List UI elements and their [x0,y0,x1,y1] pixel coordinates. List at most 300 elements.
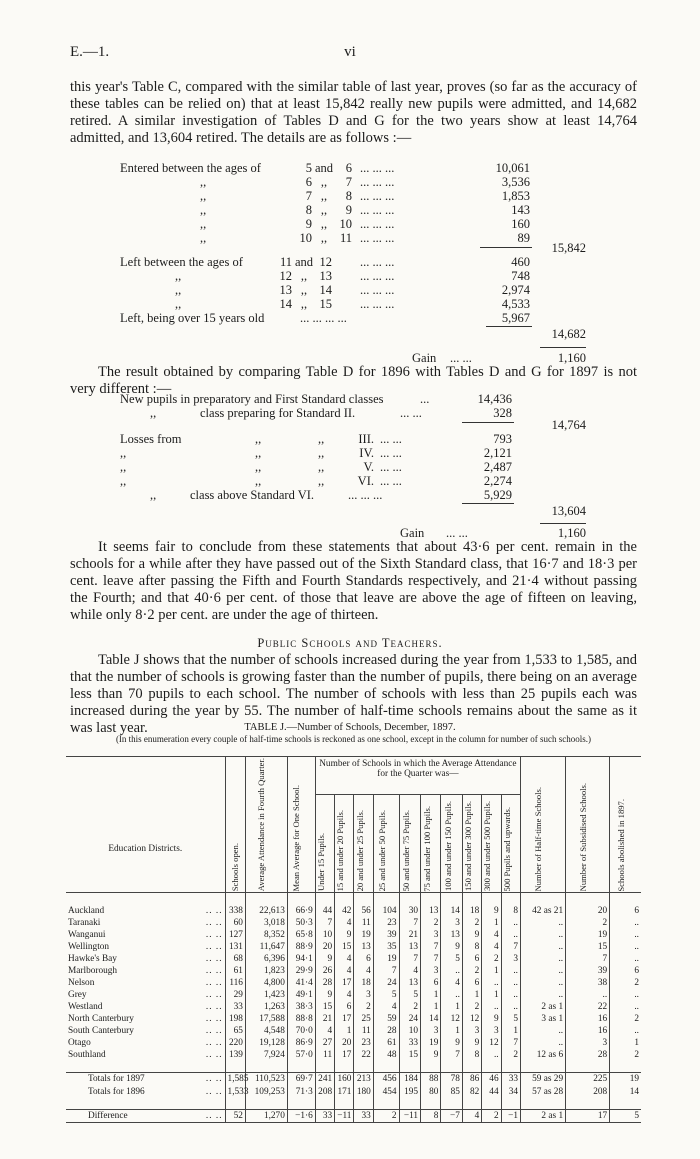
gain-value: 1,160 [557,526,586,540]
attendance-range-cell: .. [501,1001,520,1013]
attendance-range-cell: 13 [441,929,462,941]
mean-average-cell: 49·1 [287,989,315,1001]
attendance-range-cell: 8 [501,905,520,917]
attendance-range-cell: 7 [421,941,441,953]
subsidised-cell: 39 [566,965,610,977]
attendance-cell: 19,128 [245,1037,287,1049]
entered-value: 143 [511,203,530,217]
attendance-range-cell: 2 [462,917,481,929]
column-header-under-15: Under 15 Pupils. [315,795,334,893]
schools-open-cell: 116 [225,977,245,989]
over-15-label: Left, being over 15 years old [120,311,265,325]
age-to: 7 [345,175,352,189]
spacer-cell [441,1098,462,1110]
spacer-cell [315,893,334,905]
attendance-range-cell: 104 [373,905,399,917]
table-row [66,953,641,965]
attendance-range-cell: 1 [462,989,481,1001]
subsidised-cell: 22 [566,1001,610,1013]
attendance-range-cell: 7 [373,965,399,977]
schools-open-cell: 131 [225,941,245,953]
attendance-range-cell: 4 [335,989,354,1001]
standard-number: IV. [359,446,374,460]
attendance-range-cell: 56 [354,905,373,917]
dot-leaders: ... ... ... [360,255,395,269]
attendance-range-cell: 3 [421,929,441,941]
attendance-range-cell: 7 [399,917,420,929]
attendance-range-cell: 3 [482,1025,501,1037]
attendance-range-cell: 9 [482,1013,501,1025]
attendance-range-cell: 1 [482,989,501,1001]
attendance-range-cell: 88 [421,1073,441,1086]
attendance-range-cell: 13 [421,905,441,917]
spacer-cell [180,1061,225,1073]
standard-2-value: 328 [493,406,512,420]
totals-row [66,1073,641,1086]
ditto-mark: ,, [255,446,262,460]
attendance-range-cell: 180 [354,1085,373,1098]
table-row [66,977,641,989]
attendance-range-cell: 78 [441,1073,462,1086]
attendance-range-cell: 3 [441,917,462,929]
attendance-range-cell: 4 [315,1025,334,1037]
table-row [66,965,641,977]
half-time-cell: .. [520,941,565,953]
schools-open-cell: 29 [225,989,245,1001]
schools-open-cell: 1,533 [225,1085,245,1098]
district-name: Marlborough [68,965,118,976]
mean-average-cell: 50·3 [287,917,315,929]
attendance-range-cell: 6 [462,953,481,965]
attendance-cell: 109,253 [245,1085,287,1098]
schools-open-cell: 139 [225,1049,245,1061]
column-header-schools-open: Schools open. [225,757,245,893]
subsidised-cell: 28 [566,1049,610,1061]
entered-label: Entered between the ages of [120,161,261,175]
attendance-range-cell: 3 [421,965,441,977]
half-time-cell: .. [520,953,565,965]
spacer-cell [373,1061,399,1073]
attendance-range-cell: 14 [421,1013,441,1025]
attendance-range-cell: 456 [373,1073,399,1086]
attendance-range-cell: 1 [335,1025,354,1037]
table-note: (In this enumeration every couple of half-time schools is reckoned as one school, except in the column for number of such schools.) [115,734,592,744]
attendance-range-cell: 2 [421,917,441,929]
attendance-range-cell: 27 [315,1037,334,1049]
spacer-row [66,1098,641,1110]
attendance-range-cell: 11 [315,1049,334,1061]
table-row [66,929,641,941]
abolished-cell: 1 [610,1037,641,1049]
attendance-range-cell: 7 [441,1049,462,1061]
spacer-cell [421,893,441,905]
schools-open-cell: 61 [225,965,245,977]
attendance-range-cell: 6 [421,977,441,989]
column-header-100-150: 100 and under 150 Pupils. [441,795,462,893]
district-name: Difference [66,1110,180,1123]
dot-leaders: .. .. [205,1013,223,1024]
age-and: ,, [320,231,328,245]
spacer-cell [462,1061,481,1073]
ditto-mark: ,, [150,488,157,502]
attendance-range-cell: 42 [335,905,354,917]
district-name: Wanganui [68,929,106,940]
mean-average-cell: 57·0 [287,1049,315,1061]
entered-total: 15,842 [551,241,586,255]
dot-leaders: ... ... [400,406,422,420]
spacer-cell [520,1061,565,1073]
age-to: 12 [319,255,332,269]
district-name: Southland [68,1049,106,1060]
dot-leaders: .. .. [205,1086,223,1097]
spacer-cell [180,893,225,905]
standard-number: VI. [357,474,374,488]
schools-open-cell: 68 [225,953,245,965]
table-paragraph: Table J shows that the number of schools increased during the year from 1,533 to 1,585, and that the number of schools is growing faster than the number of pupils, there being on an average less than 70 pupils to each school. The number of schools with less than 25 pupils each was increased during the year by 55. The number of half-time schools remains about the same as it was last year. [70,652,637,736]
age-from: 5 [305,161,312,175]
age-from: 9 [305,217,312,231]
spacer-cell [335,1061,354,1073]
attendance-range-cell: 33 [354,1110,373,1123]
district-name: Otago [68,1037,91,1048]
attendance-range-cell: .. [501,977,520,989]
attendance-range-cell: 33 [501,1073,520,1086]
age-from: 10 [299,231,312,245]
schools-open-cell: 33 [225,1001,245,1013]
age-from: 7 [305,189,312,203]
schools-open-cell: 65 [225,1025,245,1037]
spacer-cell [335,1098,354,1110]
attendance-range-cell: 2 [462,1001,481,1013]
district-name: Totals for 1897 [66,1073,180,1086]
spacer-cell [610,893,641,905]
district-name: Hawke's Bay [68,953,117,964]
column-header-half-time: Number of Half-time Schools. [520,757,565,893]
table-row [66,905,641,917]
attendance-range-cell: 19 [354,929,373,941]
spacer-row [66,893,641,905]
table-row [66,1013,641,1025]
spacer-cell [462,893,481,905]
abolished-cell: .. [610,929,641,941]
mean-average-cell: 41·4 [287,977,315,989]
spacer-cell [482,893,501,905]
attendance-cell: 1,823 [245,965,287,977]
attendance-range-cell: 4 [399,965,420,977]
age-and: ,, [320,175,328,189]
attendance-range-cell: 39 [373,929,399,941]
attendance-cell: 8,352 [245,929,287,941]
attendance-range-cell: 26 [315,965,334,977]
standard-number: V. [363,460,374,474]
attendance-range-cell: 6 [354,953,373,965]
attendance-range-cell: 7 [501,1037,520,1049]
attendance-range-cell: 10 [315,929,334,941]
table-row [66,941,641,953]
entered-label [120,203,295,217]
above-standard-6-value: 5,929 [483,488,512,502]
ditto-mark: ,, [150,406,157,420]
spacer-cell [354,1061,373,1073]
spacer-cell [287,893,315,905]
left-value: 460 [511,255,530,269]
column-header-75-100: 75 and under 100 Pupils. [421,795,441,893]
attendance-range-cell: 1 [482,917,501,929]
attendance-range-cell: 12 [462,1013,481,1025]
loss-value: 2,487 [483,460,512,474]
spacer-cell [245,1061,287,1073]
column-header-20-25: 20 and under 25 Pupils. [354,795,373,893]
column-header-district: Education Districts. [66,757,225,893]
district-name: Auckland [68,905,105,916]
attendance-range-cell: 4 [373,1001,399,1013]
attendance-range-cell: 14 [441,905,462,917]
attendance-cell: 4,800 [245,977,287,989]
left-value: 748 [511,269,530,283]
dot-leaders: ... ... ... [360,203,395,217]
new-pupils-value: 14,436 [477,392,512,406]
table-row [66,989,641,1001]
spacer-cell [520,893,565,905]
half-time-cell: 3 as 1 [520,1013,565,1025]
attendance-range-cell: −7 [441,1110,462,1123]
schools-table [66,756,641,1123]
column-header-mean-average: Mean Average for One School. [287,757,315,893]
attendance-range-cell: 7 [315,917,334,929]
spacer-cell [441,893,462,905]
attendance-range-cell: 8 [421,1110,441,1123]
column-header-25-50: 25 and under 50 Pupils. [373,795,399,893]
attendance-range-cell: 28 [373,1025,399,1037]
abolished-cell: .. [610,1025,641,1037]
left-label [120,283,295,297]
spacer-cell [501,1061,520,1073]
loss-value: 793 [493,432,512,446]
attendance-range-cell: 4 [335,953,354,965]
district-name: Taranaki [68,917,101,928]
spacer-cell [501,893,520,905]
attendance-cell: 11,647 [245,941,287,953]
age-to: 6 [345,161,352,175]
attendance-range-cell: 86 [462,1073,481,1086]
loss-value: 2,121 [483,446,512,460]
entered-value: 3,536 [501,175,530,189]
ditto-mark: ,, [200,189,207,203]
new-total: 14,764 [551,418,586,432]
attendance-range-cell: 17 [335,977,354,989]
totals-row [66,1085,641,1098]
spacer-cell [180,1098,225,1110]
attendance-range-cell: 1 [501,1025,520,1037]
subsidised-cell: .. [566,989,610,1001]
attendance-range-cell: 9 [421,1049,441,1061]
left-total: 14,682 [551,327,586,341]
conclusion-paragraph: It seems fair to conclude from these statements that about 43·6 per cent. remain in the schools for a while after they have passed out of the Sixth Standard class, that 16·7 and 18·3 per cent. leave after passing the Fifth and Fourth Standards respectively, and 21·4 without passing the Fourth; and that 40·6 per cent. of those that leave are above the age of fifteen on leaving, while only 8·2 per cent. are under the age of thirteen. [70,539,637,623]
age-to: 9 [345,203,352,217]
attendance-cell: 1,263 [245,1001,287,1013]
attendance-range-cell: 11 [354,917,373,929]
intro-paragraph: this year's Table C, compared with the similar table of last year, proves (so far as the accuracy of these tables can be relied on) that at least 15,842 really new pupils were admitted, and 14,682 retired. A similar investigation of Tables D and G for the two years show at least 14,764 admitted, and 13,604 retired. The details are as follows :— [70,79,637,146]
attendance-range-cell: 13 [354,941,373,953]
attendance-range-cell: 10 [399,1025,420,1037]
attendance-range-cell: 4 [335,917,354,929]
total-rule [540,523,586,524]
dot-leaders: ... ... ... [360,283,395,297]
spacer-cell [610,1098,641,1110]
half-time-cell: 2 as 1 [520,1001,565,1013]
attendance-range-cell: 7 [501,941,520,953]
age-and: ,, [320,217,328,231]
attendance-range-cell: 12 [482,1037,501,1049]
subsidised-cell: 208 [566,1085,610,1098]
attendance-range-cell: 22 [354,1049,373,1061]
age-from: 12 [279,269,292,283]
entered-label [120,175,295,189]
dot-leaders: .. .. [205,977,223,988]
table-row [66,1025,641,1037]
mean-average-cell: 38·3 [287,1001,315,1013]
spacer-cell [566,893,610,905]
attendance-range-cell: 12 [441,1013,462,1025]
spacer-cell [225,1098,245,1110]
spacer-cell [245,893,287,905]
attendance-range-cell: 11 [354,1025,373,1037]
attendance-range-cell: 44 [315,905,334,917]
attendance-range-cell: 160 [335,1073,354,1086]
left-label [120,269,295,283]
entered-label [120,217,295,231]
dot-leaders: ... ... ... [360,175,395,189]
dot-leaders: .. .. [205,905,223,916]
dot-leaders: ... ... ... [360,297,395,311]
attendance-range-cell: .. [501,929,520,941]
attendance-range-cell: −11 [399,1110,420,1123]
dot-leaders: .. .. [205,917,223,928]
spacer-cell [66,893,180,905]
attendance-range-cell: 13 [399,977,420,989]
ditto-mark: ,, [175,283,182,297]
attendance-range-cell: 208 [315,1085,334,1098]
dot-leaders: .. .. [205,1025,223,1036]
attendance-range-cell: 2 [399,1001,420,1013]
subsidised-cell: 19 [566,929,610,941]
dot-leaders: ... ... [380,432,402,446]
spacer-cell [354,893,373,905]
half-time-cell: .. [520,965,565,977]
schools-open-cell: 127 [225,929,245,941]
attendance-range-cell: 82 [462,1085,481,1098]
abolished-cell: 14 [610,1085,641,1098]
attendance-cell: 22,613 [245,905,287,917]
total-rule [540,347,586,348]
attendance-range-cell: 35 [373,941,399,953]
schools-open-cell: 198 [225,1013,245,1025]
left-label [120,297,295,311]
half-time-cell: .. [520,989,565,1001]
spacer-cell [501,1098,520,1110]
attendance-range-cell: 13 [399,941,420,953]
subsidised-cell: 20 [566,905,610,917]
dot-leaders: .. .. [180,1110,225,1123]
losses-label: Losses from [120,432,182,446]
spacer-cell [315,1061,334,1073]
spacer-cell [520,1098,565,1110]
attendance-range-cell: .. [441,989,462,1001]
totals-row [66,1110,641,1123]
spacer-cell [399,1061,420,1073]
mean-average-cell: 88·9 [287,941,315,953]
attendance-range-cell: 23 [373,917,399,929]
attendance-range-cell: 3 [421,1025,441,1037]
attendance-range-cell: 80 [421,1085,441,1098]
spacer-cell [566,1061,610,1073]
ditto-mark: ,, [255,432,262,446]
subsidised-cell: 16 [566,1025,610,1037]
comparison-paragraph: The result obtained by comparing Table D for 1896 with Tables D and G for 1897 is not very different :— [70,364,637,397]
age-from: 13 [279,283,292,297]
attendance-cell: 4,548 [245,1025,287,1037]
spacer-cell [66,1061,180,1073]
mean-average-cell: 94·1 [287,953,315,965]
spacer-cell [566,1098,610,1110]
attendance-range-cell: 9 [462,929,481,941]
attendance-range-cell: 2 [482,953,501,965]
ditto-mark: ,, [318,432,325,446]
spacer-cell [610,1061,641,1073]
dot-leaders: ... ... ... [348,488,383,502]
entered-label [120,231,295,245]
attendance-range-cell: 3 [501,953,520,965]
half-time-cell: .. [520,1037,565,1049]
entered-value: 10,061 [495,161,530,175]
attendance-range-cell: 5 [399,989,420,1001]
attendance-range-cell: 25 [354,1013,373,1025]
attendance-range-cell: 9 [482,905,501,917]
attendance-range-cell: 8 [462,1049,481,1061]
abolished-cell: 5 [610,1110,641,1123]
abolished-cell: .. [610,917,641,929]
spacer-cell [245,1098,287,1110]
loss-total: 13,604 [551,504,586,518]
spacer-cell [373,893,399,905]
ditto-mark: ,, [175,297,182,311]
attendance-cell: 7,924 [245,1049,287,1061]
abolished-cell: 2 [610,977,641,989]
subsidised-cell: 225 [566,1073,610,1086]
mean-average-cell: −1·6 [287,1110,315,1123]
dot-leaders: .. .. [205,989,223,1000]
spacer-cell [421,1098,441,1110]
dot-leaders: ... ... ... [360,161,395,175]
loss-value: 2,274 [483,474,512,488]
attendance-cell: 3,018 [245,917,287,929]
subsidised-cell: 15 [566,941,610,953]
attendance-range-cell: 20 [335,1037,354,1049]
attendance-range-cell: 17 [335,1013,354,1025]
attendance-range-cell: 21 [399,929,420,941]
attendance-cell: 110,523 [245,1073,287,1086]
dot-leaders: .. .. [205,929,223,940]
column-header-15-20: 15 and under 20 Pupils. [335,795,354,893]
spacer-cell [441,1061,462,1073]
dot-leaders: ... ... ... [360,269,395,283]
district-name: Grey [68,989,87,1000]
spacer-cell [315,1098,334,1110]
attendance-cell: 17,588 [245,1013,287,1025]
age-to: 14 [319,283,332,297]
dot-leaders: ... [420,392,430,406]
schools-open-cell: 60 [225,917,245,929]
